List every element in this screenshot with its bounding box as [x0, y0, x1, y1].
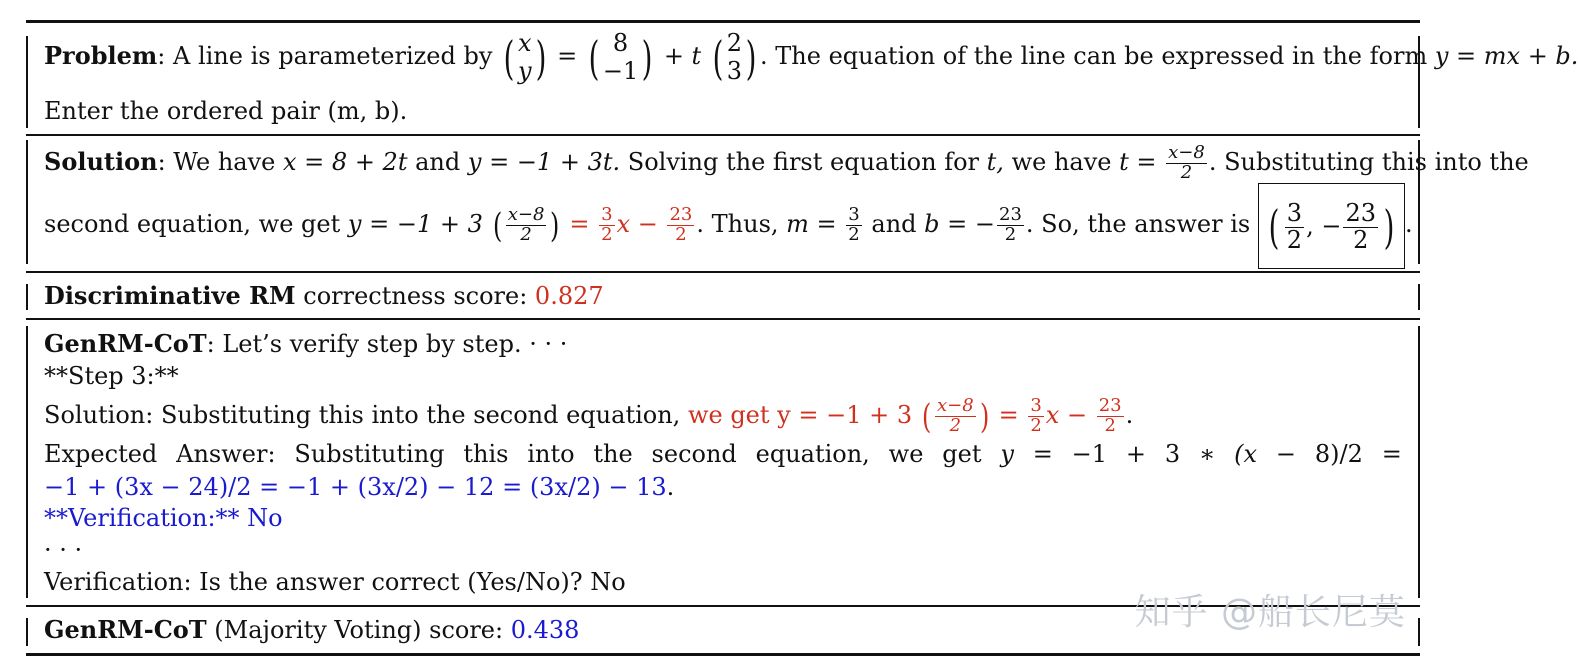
vector-xy: x y	[517, 29, 532, 85]
solution-label: Solution	[44, 146, 158, 176]
fraction-t: $\frac{x-8}{2}$	[1168, 142, 1205, 183]
mv-label: GenRM-CoT	[44, 615, 207, 644]
rule-solution-drm	[26, 271, 1420, 273]
mv-score: 0.438	[510, 616, 580, 644]
top-rule	[26, 20, 1420, 23]
bottom-rule	[26, 653, 1420, 656]
genrm-solution-line: Solution: Substituting this into the second equation, we get y = −1 + 3 ( $\frac{x-8}{2}$ ) = $\frac{3}{2}$ x − $\frac{23}{2}$ .	[44, 395, 1134, 437]
final-verification: Verification: Is the answer correct (Yes/No)? No	[44, 568, 626, 596]
rule-problem-solution	[26, 134, 1420, 136]
genrm-highlight: we get y = −1 + 3 ( $\frac{x-8}{2}$ ) = $\frac{3}{2}$ x − $\frac{23}{2}$	[687, 395, 1122, 437]
solution-line-2: second equation, we get y = −1 + 3 ( $\frac{x-8}{2}$ ) = $\frac{3}{2}$ x − $\frac{23}{2}$ . Thus, m = $\frac{3}{2}$ and b = − $\frac{23}{2}$ . So, the answer is ( $\frac{3}{2}$ , − $\frac{23}{2}$ ) .	[44, 182, 1413, 269]
ellipsis: · · ·	[44, 536, 83, 564]
highlighted-error: = $\frac{3}{2}$ x − $\frac{23}{2}$	[569, 204, 693, 245]
problem-line-2: Enter the ordered pair (m, b).	[44, 97, 408, 125]
expected-answer-line-1: Expected Answer: Substituting this into the second equation, we get y = −1 + 3 ∗ (x − 8)/2 =	[44, 440, 1402, 468]
drm-label: Discriminative RM	[44, 281, 296, 310]
genrm-intro: GenRM-CoT: Let’s verify step by step. · · ·	[44, 329, 568, 358]
vector-point: 8 −1	[602, 29, 639, 85]
vector-direction: 2 3	[726, 29, 743, 85]
solution-line-1: Solution: We have x = 8 + 2t and y = −1 + 3t. Solving the first equation for t, we have t = $\frac{x-8}{2}$ . Substituting this into the	[44, 142, 1529, 183]
rule-drm-genrm	[26, 318, 1420, 320]
watermark: 知乎 @船长尼莫	[1134, 592, 1406, 633]
expected-answer-line-2: −1 + (3x − 24)/2 = −1 + (3x/2) − 12 = (3x/2) − 13.	[44, 473, 675, 501]
problem-label: Problem	[44, 41, 158, 71]
drm-score: 0.827	[534, 282, 604, 310]
boxed-answer: ( $\frac{3}{2}$ , − $\frac{23}{2}$ )	[1258, 183, 1405, 269]
genrm-step: **Step 3:**	[44, 362, 179, 390]
problem-line-1: Problem: A line is parameterized by ( x y) = ( 8 −1) + t ( 2 3) . The equation of the line can be expressed in the form y = mx + b.	[44, 29, 1578, 85]
mv-line: GenRM-CoT (Majority Voting) score: 0.438	[44, 615, 580, 644]
genrm-label: GenRM-CoT	[44, 329, 207, 358]
drm-line: Discriminative RM correctness score: 0.827	[44, 281, 604, 310]
verification-result: **Verification:** No	[44, 504, 283, 532]
